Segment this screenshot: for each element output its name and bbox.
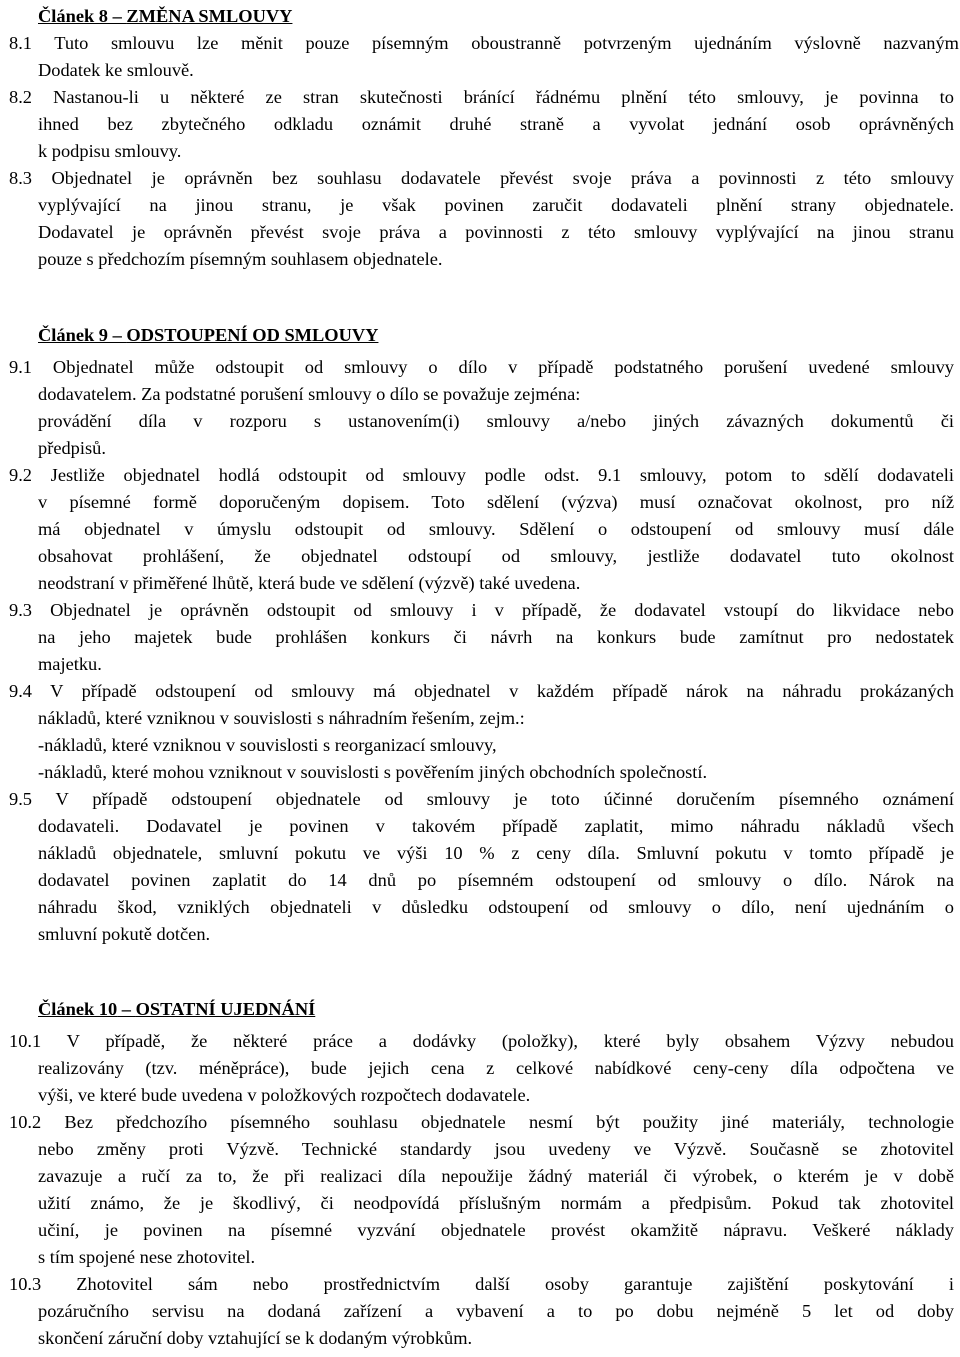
- article-10-line: pozáručního servisu na dodaná zařízení a vybavení a to po dobu nejméně 5 let od doby: [38, 1301, 954, 1321]
- article-9-heading-prefix: Článek 9: [38, 325, 108, 345]
- article-9-line: provádění díla v rozporu s ustanovením(i) smlouvy a/nebo jiných závazných dokumentů či: [38, 411, 954, 431]
- article-9-line: dodavatel povinen zaplatit do 14 dnů po písemném odstoupení od smlouvy o dílo. Nárok na: [38, 870, 954, 890]
- article-8-line: Dodatek ke smlouvě.: [38, 60, 194, 80]
- article-8-line: ihned bez zbytečného odkladu oznámit druhé straně a vyvolat jednání osob oprávněných: [38, 114, 954, 134]
- article-9-line: -nákladů, které vzniknou v souvislosti s reorganizací smlouvy,: [38, 735, 497, 755]
- article-9-line: náhradu škod, vzniklých objednateli v důsledku odstoupení od smlouvy o dílo, není ujednáním o: [38, 897, 954, 917]
- article-9-heading-title: ODSTOUPENÍ OD SMLOUVY: [126, 325, 379, 345]
- article-10-heading-title: OSTATNÍ UJEDNÁNÍ: [135, 999, 316, 1019]
- article-10-line: 10.1 V případě, že některé práce a dodávky (položky), které byly obsahem Výzvy nebudou: [9, 1031, 954, 1051]
- article-8-line: 8.2 Nastanou-li u některé ze stran skutečnosti bránící řádnému plnění této smlouvy, je povinna to: [9, 87, 954, 107]
- article-10-line: užití známo, že je škodlivý, či neodpovídá příslušným normám a předpisům. Pokud tak zhotovitel: [38, 1193, 954, 1213]
- article-10-line: nebo změny proti Výzvě. Technické standardy jsou uvedeny ve Výzvě. Současně se zhotovitel: [38, 1139, 954, 1159]
- article-9-line: nákladů objednatele, smluvní pokutu ve výši 10 % z ceny díla. Smluvní pokutu v tomto případě je: [38, 843, 954, 863]
- article-10-line: výši, ve které bude uvedena v položkových rozpočtech dodavatele.: [38, 1085, 531, 1105]
- article-9-line: 9.5 V případě odstoupení objednatele od smlouvy je toto účinné doručením písemného oznámení: [9, 789, 954, 809]
- article-9-line: -nákladů, které mohou vzniknout v souvislosti s pověřením jiných obchodních společností.: [38, 762, 708, 782]
- article-9-line: na jeho majetek bude prohlášen konkurs či návrh na konkurs bude zamítnut pro nedostatek: [38, 627, 954, 647]
- article-10-line: zavazuje a ručí za to, že při realizaci díla nepoužije žádný materiál či výrobek, o kterém je v době: [38, 1166, 954, 1186]
- article-9-line: obsahovat prohlášení, že objednatel odstoupí od smlouvy, jestliže dodavatel tuto okolnost: [38, 546, 954, 566]
- article-10-line: skončení záruční doby vztahující se k dodaným výrobkům.: [38, 1328, 473, 1348]
- article-8-line: k podpisu smlouvy.: [38, 141, 182, 161]
- article-8-line: 8.3 Objednatel je oprávněn bez souhlasu dodavatele převést svoje práva a povinnosti z této smlouvy: [9, 168, 954, 188]
- article-9-line: nákladů, které vzniknou v souvislosti s náhradním řešením, zejm.:: [38, 708, 525, 728]
- article-9-line: má objednatel v úmyslu odstoupit od smlouvy. Sdělení o odstoupení od smlouvy musí dále: [38, 519, 954, 539]
- article-9-line: dodavatelem. Za podstatné porušení smlouvy o dílo se považuje zejména:: [38, 384, 581, 404]
- article-9-line: majetku.: [38, 654, 102, 674]
- article-9-line: 9.2 Jestliže objednatel hodlá odstoupit od smlouvy podle odst. 9.1 smlouvy, potom to sdělí dodavateli: [9, 465, 954, 485]
- article-10-line: 10.3 Zhotovitel sám nebo prostřednictvím další osoby garantuje zajištění poskytování i: [9, 1274, 954, 1294]
- article-9-line: 9.4 V případě odstoupení od smlouvy má objednatel v každém případě nárok na náhradu prokázaných: [9, 681, 954, 701]
- article-10-line: realizovány (tzv. méněpráce), bude jejich cena z celkové nabídkové ceny-ceny díla odpočtena ve: [38, 1058, 954, 1078]
- article-9-heading: Článek 9 – ODSTOUPENÍ OD SMLOUVY: [38, 325, 379, 345]
- article-9-line: neodstraní v přiměřené lhůtě, která bude ve sdělení (výzvě) také uvedena.: [38, 573, 581, 593]
- article-10-line: učiní, je povinen na písemné vyzvání objednatele provést okamžitě nápravu. Veškeré náklady: [38, 1220, 954, 1240]
- article-9-line: předpisů.: [38, 438, 106, 458]
- article-10-heading-prefix: Článek 10: [38, 999, 118, 1019]
- article-9-line: dodavateli. Dodavatel je povinen v takovém případě zaplatit, mimo náhradu nákladů všech: [38, 816, 954, 836]
- article-8-heading-prefix: Článek 8: [38, 6, 108, 26]
- article-8-line: 8.1 Tuto smlouvu lze měnit pouze písemným oboustranně potvrzeným ujednáním výslovně nazvaným: [9, 33, 959, 53]
- article-10-line: s tím spojené nese zhotovitel.: [38, 1247, 256, 1267]
- article-9-line: 9.1 Objednatel může odstoupit od smlouvy o dílo v případě podstatného porušení uvedené smlouvy: [9, 357, 954, 377]
- article-9-line: v písemné formě doporučeným dopisem. Toto sdělení (výzva) musí označovat okolnost, pro níž: [38, 492, 954, 512]
- article-9-line: 9.3 Objednatel je oprávněn odstoupit od smlouvy i v případě, že dodavatel vstoupí do likvidace nebo: [9, 600, 954, 620]
- article-8-line: pouze s předchozím písemným souhlasem objednatele.: [38, 249, 443, 269]
- article-8-heading-title: ZMĚNA SMLOUVY: [126, 6, 293, 26]
- article-10-line: 10.2 Bez předchozího písemného souhlasu objednatele nesmí být použity jiné materiály, technologie: [9, 1112, 954, 1132]
- article-10-heading: Článek 10 – OSTATNÍ UJEDNÁNÍ: [38, 999, 316, 1019]
- article-8-line: vyplývající na jinou stranu, je však povinen zaručit dodavateli plnění strany objednatele.: [38, 195, 954, 215]
- article-8-heading: Článek 8 – ZMĚNA SMLOUVY: [38, 6, 293, 26]
- article-9-line: smluvní pokutě dotčen.: [38, 924, 211, 944]
- article-8-line: Dodavatel je oprávněn převést svoje práva a povinnosti z této smlouvy vyplývající na jinou stranu: [38, 222, 954, 242]
